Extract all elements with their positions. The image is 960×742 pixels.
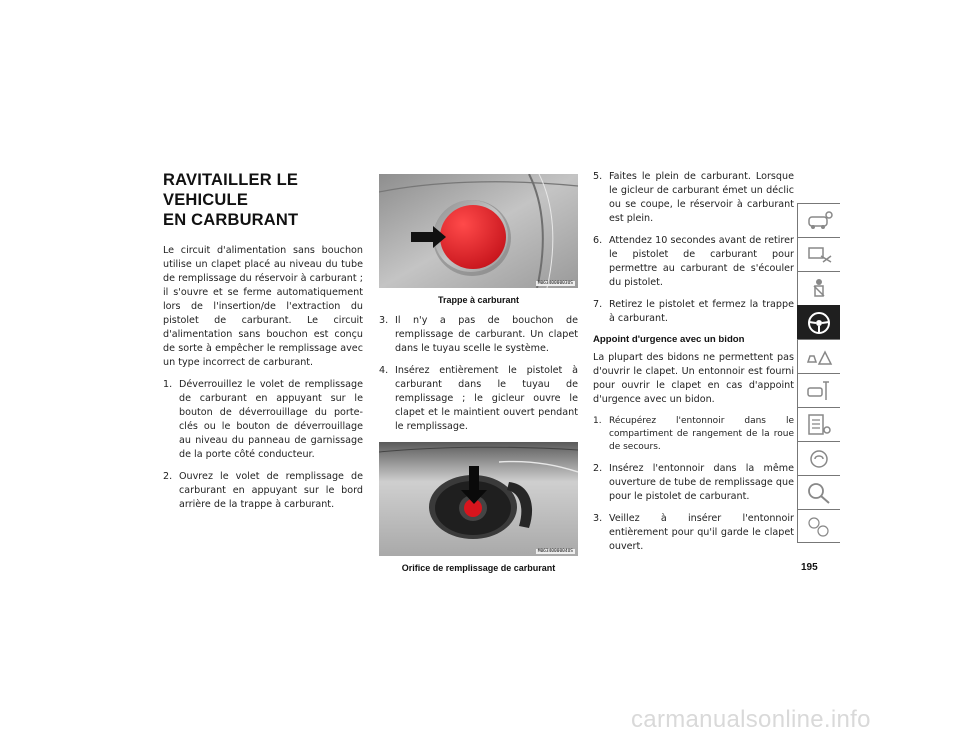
- figure-fuel-filler: [379, 442, 578, 556]
- step-3: 3. Il n'y a pas de bouchon de remplissage de carburant. Un clapet dans le tuyau scelle le système.: [379, 315, 578, 354]
- tab-dashboard-lights[interactable]: [797, 237, 840, 271]
- figure-code: M0634000004US: [537, 549, 573, 554]
- tab-vehicle-key[interactable]: [797, 203, 840, 237]
- step-4: 4. Insérez entièrement le pistolet à carburant dans le tuyau de remplissage ; le gicleur ouvre le clapet et le maintient ouvert pendant le remplissage.: [379, 365, 578, 432]
- tab-specifications[interactable]: [797, 407, 840, 441]
- step-7: 7. Retirez le pistolet et fermez la trappe à carburant.: [593, 299, 794, 324]
- service-tools-icon: [805, 378, 835, 404]
- emergency-step-1: 1. Récupérez l'entonnoir dans le compartiment de rangement de la roue de secours.: [593, 416, 794, 452]
- multimedia-icon: [805, 446, 835, 472]
- fuel-door-red: [440, 205, 506, 269]
- figure-caption: Trappe à carburant: [437, 295, 520, 305]
- steering-wheel-icon: [805, 310, 835, 336]
- column-left: [163, 170, 363, 520]
- steps-list-3: [593, 170, 794, 326]
- step-5: 5. Faites le plein de carburant. Lorsque le gicleur de carburant émet un déclic ou se coupe, le réservoir à carburant est plein.: [593, 171, 794, 224]
- figure-fuel-door: [379, 174, 578, 288]
- specifications-list-icon: [805, 412, 835, 438]
- dashboard-lights-icon: [805, 242, 835, 268]
- watermark: [0, 702, 960, 742]
- roadside-emergency-icon: [805, 344, 835, 370]
- watermark-text: carmanualsonline.info: [631, 706, 871, 733]
- steps-list-1: [163, 378, 363, 512]
- emergency-step-3: 3. Veillez à insérer l'entonnoir entièrement pour qu'il garde le clapet ouvert.: [593, 513, 794, 552]
- tab-starting-operating[interactable]: [797, 305, 840, 339]
- step-2: 2. Ouvrez le volet de remplissage de carburant en appuyant sur le bord arrière de la trappe à carburant.: [163, 471, 363, 510]
- emergency-steps: [593, 415, 794, 554]
- safety-seatbelt-icon: [805, 276, 835, 302]
- step-6: 6. Attendez 10 secondes avant de retirer le pistolet de carburant pour permettre au carburant de s'écouler du pistolet.: [593, 235, 794, 288]
- step-1: 1. Déverrouillez le volet de remplissage de carburant en appuyant sur le bouton de déverrouillage du porte-clés ou le bouton de déverrouillage au niveau du panneau de garnissage de la porte côté conducteur.: [163, 379, 363, 460]
- tab-roadside-emergency[interactable]: [797, 339, 840, 373]
- figure-code: M0634000003US: [537, 281, 573, 286]
- languages-icon: [805, 514, 835, 540]
- tab-index[interactable]: [797, 475, 840, 509]
- fuel-filler-illustration: [379, 442, 578, 556]
- emergency-heading: Appoint d'urgence avec un bidon: [593, 334, 745, 345]
- column-right: [593, 170, 794, 562]
- tab-service-maintenance[interactable]: [797, 373, 840, 407]
- tab-safety[interactable]: [797, 271, 840, 305]
- emergency-paragraph: La plupart des bidons ne permettent pas d'ouvrir le clapet. Un entonnoir est fourni pour ouvrir le clapet en cas d'appoint d'urgence avec un bidon.: [593, 352, 794, 405]
- figure-caption: Orifice de remplissage de carburant: [401, 563, 556, 573]
- vehicle-key-icon: [805, 208, 835, 234]
- intro-paragraph: Le circuit d'alimentation sans bouchon utilise un clapet placé au niveau du tube de remplissage du réservoir à carburant ; il s'ouvre et se ferme automatiquement lors de l'insertion/de l'extraction du pistolet de carburant. Le circuit d'alimentation sans bouchon est conçu de sorte à empêcher le remplissage avec un type incorrect de carburant.: [163, 245, 363, 368]
- page-number: 195: [801, 562, 818, 573]
- section-title: RAVITAILLER LE VEHICULE EN CARBURANT: [163, 171, 299, 229]
- index-search-icon: [805, 480, 835, 506]
- tab-multimedia[interactable]: [797, 441, 840, 475]
- tab-languages[interactable]: [797, 509, 840, 543]
- steps-list-2: [379, 314, 578, 434]
- column-middle: [379, 174, 578, 582]
- chapter-tabs: [797, 203, 840, 543]
- fuel-door-illustration: [379, 174, 578, 288]
- emergency-step-2: 2. Insérez l'entonnoir dans la même ouverture de tube de remplissage que pour le pistolet de carburant.: [593, 463, 794, 502]
